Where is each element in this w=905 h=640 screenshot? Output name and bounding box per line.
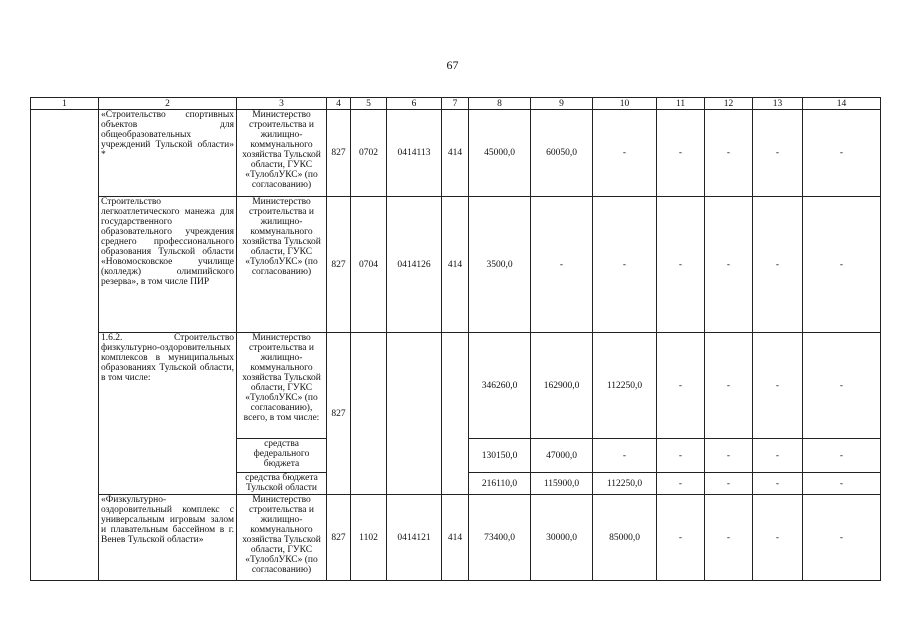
- column-header: 10: [593, 98, 657, 110]
- cell-value: -: [803, 333, 881, 439]
- cell-value: 1102: [351, 495, 387, 581]
- empty-cell: [31, 110, 99, 581]
- cell-value: 45000,0: [469, 110, 531, 197]
- column-header: 11: [657, 98, 705, 110]
- cell-value: -: [657, 333, 705, 439]
- cell-value: -: [657, 197, 705, 333]
- cell-value: 112250,0: [593, 333, 657, 439]
- cell-value: -: [753, 439, 803, 473]
- cell-value: 162900,0: [531, 333, 593, 439]
- cell-value: -: [753, 110, 803, 197]
- cell-value: -: [803, 197, 881, 333]
- cell-value: -: [753, 333, 803, 439]
- cell-value: -: [803, 473, 881, 495]
- column-header: 3: [237, 98, 327, 110]
- column-header: 12: [705, 98, 753, 110]
- cell-value: -: [657, 495, 705, 581]
- cell-value: -: [657, 473, 705, 495]
- cell-value: 130150,0: [469, 439, 531, 473]
- cell-value: -: [593, 197, 657, 333]
- item-name: «Физкультурно-оздоровительный комплекс с универсальным игровым залом и плавательным бассейном в г. Венев Тульской области»: [99, 495, 237, 581]
- cell-value: 0414121: [387, 495, 442, 581]
- table-row: [31, 110, 881, 197]
- table-row: [31, 197, 881, 333]
- cell-value: [351, 333, 387, 495]
- cell-value: -: [803, 439, 881, 473]
- cell-value: -: [705, 110, 753, 197]
- cell-value: -: [705, 495, 753, 581]
- cell-value: 346260,0: [469, 333, 531, 439]
- cell-value: 414: [442, 495, 469, 581]
- cell-value: -: [705, 197, 753, 333]
- column-header: 1: [31, 98, 99, 110]
- table-row: [31, 333, 881, 439]
- cell-value: 60050,0: [531, 110, 593, 197]
- cell-value: 827: [327, 333, 351, 495]
- cell-value: 827: [327, 495, 351, 581]
- cell-value: -: [705, 333, 753, 439]
- cell-value: 0414113: [387, 110, 442, 197]
- table-row: [31, 495, 881, 581]
- cell-value: -: [753, 495, 803, 581]
- cell-value: 414: [442, 197, 469, 333]
- column-header: 13: [753, 98, 803, 110]
- cell-value: -: [803, 110, 881, 197]
- cell-value: 0702: [351, 110, 387, 197]
- cell-value: -: [705, 473, 753, 495]
- item-name: Строительство легкоатлетического манежа для государственного образовательного учреждения среднего профессионального образования Тульской области «Новомосковское училище (колледж) олимпийского резерва», в том числе ПИР: [99, 197, 237, 333]
- column-header: 2: [99, 98, 237, 110]
- cell-value: -: [753, 473, 803, 495]
- cell-value: 30000,0: [531, 495, 593, 581]
- cell-value: [442, 333, 469, 495]
- cell-value: -: [657, 110, 705, 197]
- cell-value: -: [593, 110, 657, 197]
- cell-value: 73400,0: [469, 495, 531, 581]
- item-name: 1.6.2. Строительство физкультурно-оздоровительных комплексов в муниципальных образованиях Тульской области, в том числе:: [99, 333, 237, 495]
- budget-table: [30, 97, 881, 581]
- executor-cell: Министерство строительства и жилищно-коммунального хозяйства Тульской области, ГУКС «ТулоблУКС» (по согласованию): [237, 197, 327, 333]
- column-header: 5: [351, 98, 387, 110]
- cell-value: 414: [442, 110, 469, 197]
- cell-value: 827: [327, 197, 351, 333]
- cell-value: 85000,0: [593, 495, 657, 581]
- cell-value: 0414126: [387, 197, 442, 333]
- column-header: 4: [327, 98, 351, 110]
- cell-value: 47000,0: [531, 439, 593, 473]
- cell-value: -: [593, 439, 657, 473]
- column-header: 9: [531, 98, 593, 110]
- cell-value: -: [657, 439, 705, 473]
- page-number: 67: [446, 58, 459, 72]
- cell-value: 827: [327, 110, 351, 197]
- executor-cell: Министерство строительства и жилищно-коммунального хозяйства Тульской области, ГУКС «ТулоблУКС» (по согласованию): [237, 110, 327, 197]
- executor-cell: Министерство строительства и жилищно-коммунального хозяйства Тульской области, ГУКС «ТулоблУКС» (по согласованию), всего, в том числе:: [237, 333, 327, 439]
- cell-value: 0704: [351, 197, 387, 333]
- cell-value: -: [753, 197, 803, 333]
- cell-value: -: [705, 439, 753, 473]
- item-name: «Строительство спортивных объектов для общеобразовательных учреждений Тульской области» *: [99, 110, 237, 197]
- cell-value: [387, 333, 442, 495]
- cell-value: 216110,0: [469, 473, 531, 495]
- cell-value: 3500,0: [469, 197, 531, 333]
- cell-value: -: [531, 197, 593, 333]
- cell-value: 115900,0: [531, 473, 593, 495]
- column-header: 6: [387, 98, 442, 110]
- cell-value: -: [803, 495, 881, 581]
- cell-value: 112250,0: [593, 473, 657, 495]
- executor-cell: Министерство строительства и жилищно-коммунального хозяйства Тульской области, ГУКС «ТулоблУКС» (по согласованию): [237, 495, 327, 581]
- column-header-row: [31, 98, 881, 110]
- executor-cell: средства бюджета Тульской области: [237, 473, 327, 495]
- column-header: 14: [803, 98, 881, 110]
- column-header: 7: [442, 98, 469, 110]
- executor-cell: средства федерального бюджета: [237, 439, 327, 473]
- column-header: 8: [469, 98, 531, 110]
